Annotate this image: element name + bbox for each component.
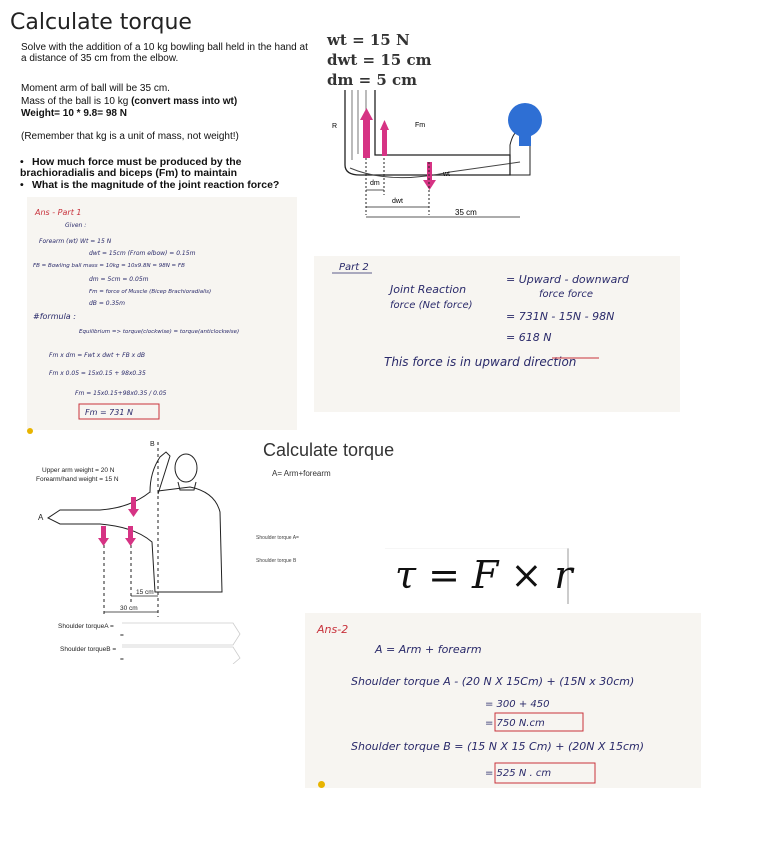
arm-figure <box>0 432 245 664</box>
variable-list <box>327 30 431 90</box>
notes1-line: Fm = force of Muscle (Bicep Brachioradialis) <box>89 289 212 295</box>
notes1-line: Fm = 731 N <box>85 408 133 417</box>
eq-b: = <box>120 656 124 663</box>
var-dwt: dwt = 15 cm <box>327 51 432 69</box>
notes3-line: = 300 + 450 <box>485 699 550 710</box>
notes1-line: Fm x dm = Fwt x dwt + FB x dB <box>49 352 145 359</box>
handwritten-notes-part2 <box>314 256 680 412</box>
notes3-line: Shoulder torque A - (20 N X 15Cm) + (15N x 30cm) <box>351 675 635 688</box>
notes3-line: Shoulder torque B = (15 N X 15 Cm) + (20N X 15cm) <box>351 740 645 753</box>
distance-15cm: 15 cm <box>136 589 154 596</box>
mass-text <box>21 96 237 107</box>
muscle-arrow-icon <box>363 118 370 158</box>
notes2-line1b: force (Net force) <box>390 300 473 311</box>
var-wt: wt = 15 N <box>327 31 410 49</box>
slide2-shoulder-b: Shoulder torque B <box>256 558 297 564</box>
remember-text: (Remember that kg is a unit of mass, not weight!) <box>21 131 239 142</box>
notes3-line: = 525 N . cm <box>485 768 552 779</box>
notes1-line: Equilibrium => torque(clockwise) = torque(anticlockwise) <box>79 329 240 335</box>
notes2-line1d: force force <box>539 289 593 300</box>
bullet-reaction-text: What is the magnitude of the joint reaction force? <box>32 179 280 191</box>
shoulder-torque-b: Shoulder torqueB = <box>60 646 117 653</box>
notes1-line: Fm = 15x0.15+98x0.35 / 0.05 <box>75 390 167 397</box>
slide2-subtitle: A= Arm+forearm <box>272 469 331 478</box>
mass-prefix: Mass of the ball is 10 kg <box>21 96 132 107</box>
notes1-line: Forearm (wt) Wt = 15 N <box>39 238 112 245</box>
notes1-line: Given : <box>65 222 87 229</box>
var-dm: dm = 5 cm <box>327 71 418 89</box>
notes1-line: dB = 0.35m <box>89 300 125 307</box>
bullet-force: • How much force must be produced by the brachioradialis and biceps (Fm) to maintain <box>20 156 242 179</box>
handwritten-notes-ans2 <box>305 613 701 788</box>
upper-arm-weight: Upper arm weight = 20 N <box>42 467 115 474</box>
forearm-weight: Forearm/hand weight = 15 N <box>36 476 119 483</box>
notes2-line2: = 731N - 15N - 98N <box>506 310 615 323</box>
handwritten-notes-part1 <box>27 197 297 430</box>
slide1-title: Calculate torque <box>10 10 192 35</box>
notes1-line: #formula : <box>33 312 76 321</box>
label-fm: Fm <box>415 122 426 129</box>
notes1-line: FB = Bowling ball mass = 10kg = 10x9.8N = 98N = FB <box>33 263 185 269</box>
slide2-title: Calculate torque <box>263 440 395 460</box>
bullet-reaction: • What is the magnitude of the joint reaction force? <box>20 179 280 191</box>
notes2-line4: This force is in upward direction <box>384 355 577 369</box>
shoulder-torque-a: Shoulder torqueA = <box>58 623 114 630</box>
notes2-line1c: = Upward - downward <box>506 273 629 286</box>
elbow-diagram <box>330 90 560 225</box>
notes1-line: dm = 5cm = 0.05m <box>89 276 149 283</box>
notes2-line1a: Joint Reaction <box>390 283 467 296</box>
label-dwt: dwt <box>392 198 403 205</box>
notes1-line: Ans - Part 1 <box>35 208 82 217</box>
notes3-line: = 750 N.cm <box>485 718 545 729</box>
moment-arm-text: Moment arm of ball will be 35 cm. <box>21 83 170 94</box>
notes1-line: Fm x 0.05 = 15x0.15 + 98x0.35 <box>49 370 146 377</box>
distance-30cm: 30 cm <box>120 605 138 612</box>
bullet-force-text: How much force must be produced by the brachioradialis and biceps (Fm) to maintain <box>20 156 242 179</box>
head-icon <box>175 454 197 482</box>
notes2-title: Part 2 <box>339 262 369 273</box>
dot-icon <box>27 428 33 434</box>
label-35cm: 35 cm <box>455 208 477 217</box>
notes2-line3: = 618 N <box>506 331 552 344</box>
label-b: B <box>150 441 155 448</box>
notes3-title: Ans-2 <box>317 623 349 636</box>
notes3-line: A = Arm + forearm <box>375 643 482 656</box>
slide2-shoulder-a: Shoulder torque A= <box>256 535 299 541</box>
dot-icon <box>318 781 325 788</box>
mass-note: (convert mass into wt) <box>131 96 238 107</box>
weight-text: Weight= 10 * 9.8= 98 N <box>21 108 127 119</box>
notes1-line: dwt = 15cm (From elbow) = 0.15m <box>89 250 196 257</box>
label-a: A <box>38 513 44 522</box>
eq-a: = <box>120 632 124 639</box>
torque-formula: τ = F × r <box>395 553 573 597</box>
label-r: R <box>332 123 338 130</box>
label-dm: dm <box>370 180 380 187</box>
solve-text: Solve with the addition of a 10 kg bowling ball held in the hand at a distance of 35 cm from the elbow. <box>21 42 308 64</box>
label-wt: wt <box>443 171 450 178</box>
